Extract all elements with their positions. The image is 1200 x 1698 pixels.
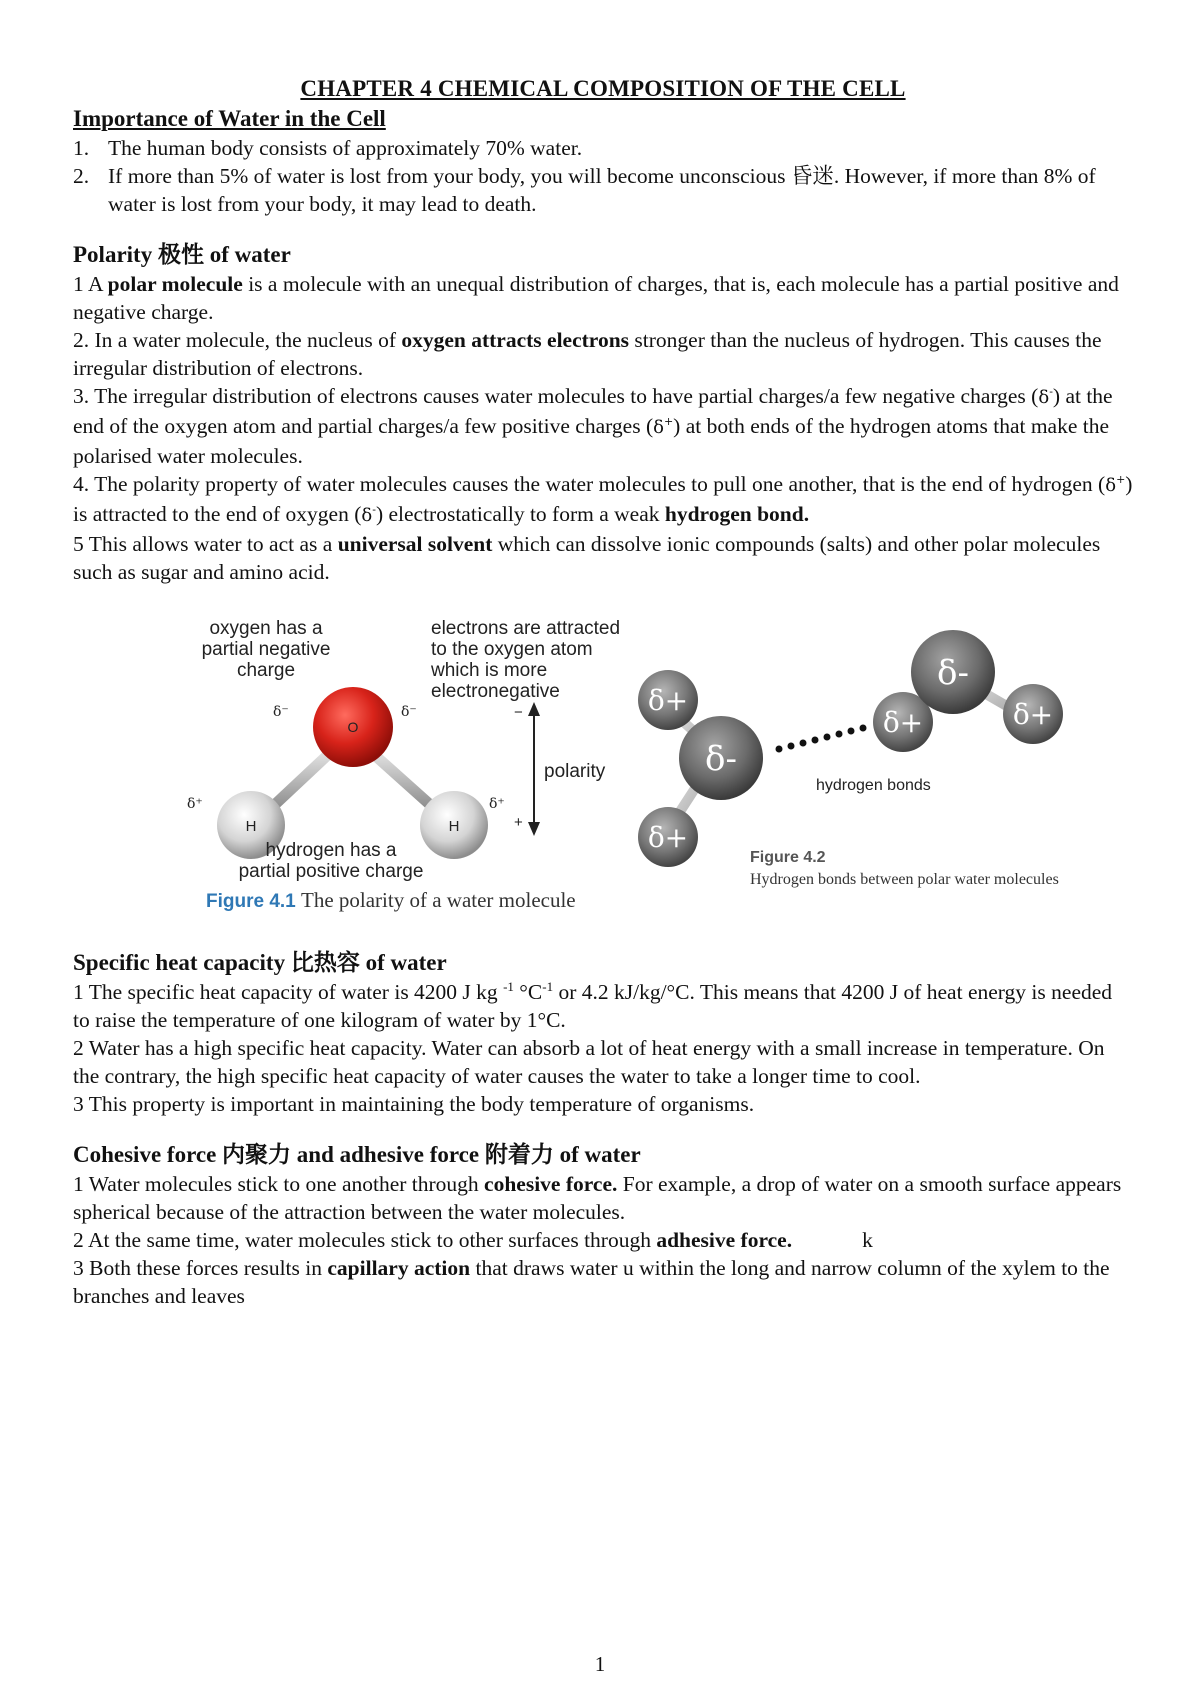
- delta-minus-right: δ⁻: [401, 704, 417, 720]
- polarity-heading: Polarity 极性 of water: [73, 242, 291, 267]
- cohesive-heading: Cohesive force 内聚力 and adhesive force 附着力 of water: [73, 1142, 641, 1167]
- label-oxygen-line2: partial negative: [201, 639, 331, 660]
- polarity-paragraph-5: 5 This allows water to act as a universal solvent which can dissolve ionic compounds (salts) and other polar molecules such as sugar and amino acid.: [73, 532, 1101, 584]
- bond-right: [369, 750, 436, 810]
- delta-minus-m1: δ-: [705, 739, 737, 779]
- heat-heading: Specific heat capacity 比热容 of water: [73, 950, 447, 975]
- importance-list: [73, 134, 1133, 218]
- list-item: [73, 162, 1133, 218]
- label-oxygen-line3: charge: [236, 660, 296, 681]
- delta-plus-right: δ⁺: [489, 796, 505, 812]
- label-electrons-line2: to the oxygen atom: [431, 639, 593, 660]
- label-hydrogen-line1: hydrogen has a: [265, 840, 397, 861]
- polarity-arrow-down: [528, 822, 540, 836]
- heat-paragraph-3: 3 This property is important in maintaining the body temperature of organisms.: [73, 1092, 755, 1116]
- delta-minus-left: δ⁻: [273, 704, 289, 720]
- figures-row: [73, 610, 1133, 940]
- label-electrons-line3: which is more: [431, 660, 548, 681]
- label-electrons-line1: electrons are attracted: [431, 618, 621, 639]
- hydrogen-bonds-label: hydrogen bonds: [816, 777, 931, 794]
- delta-plus-m1-bottom: δ+: [647, 821, 689, 854]
- delta-plus-m1-top: δ+: [647, 684, 689, 717]
- label-oxygen-line1: oxygen has a: [209, 618, 323, 639]
- heat-paragraph-2: 2 Water has a high specific heat capacity. Water can absorb a lot of heat energy with a small increase in temperature. On the contrary, the high specific heat capacity of water causes the water to take a longer time to cool.: [73, 1036, 1105, 1088]
- chapter-title: CHAPTER 4 CHEMICAL COMPOSITION OF THE CELL: [300, 76, 906, 101]
- delta-minus-symbol: δ-: [361, 503, 376, 526]
- figure-hydrogen-bonds: [613, 630, 1133, 930]
- delta-minus-m2: δ-: [937, 653, 969, 693]
- delta-minus-symbol: δ-: [1038, 385, 1053, 408]
- delta-plus-symbol: δ+: [653, 415, 674, 438]
- list-item-number: 2.: [73, 164, 90, 188]
- figure-water-polarity: [121, 610, 651, 920]
- oxygen-atom-label: O: [347, 719, 359, 735]
- polarity-paragraph-2: 2. In a water molecule, the nucleus of oxygen attracts electrons stronger than the nucleus of hydrogen. This causes the irregular distribution of electrons.: [73, 328, 1102, 380]
- list-item-text: The human body consists of approximately 70% water.: [108, 136, 583, 160]
- hydrogen-bond-dots: [776, 725, 867, 753]
- figure2-caption-number: Figure 4.2: [750, 849, 826, 866]
- cohesive-paragraph-2: 2 At the same time, water molecules stick to other surfaces through adhesive force. k: [73, 1228, 873, 1252]
- bond-left: [269, 750, 333, 810]
- delta-plus-symbol: δ+: [1105, 473, 1126, 496]
- polarity-paragraph-4: 4. The polarity property of water molecules causes the water molecules to pull one another, that is the end of hydrogen (δ+) is attracted to the end of oxygen (δ-) electrostatically to form a weak hydrogen bond.: [73, 472, 1133, 526]
- polarity-minus-sign: −: [514, 704, 523, 721]
- figure2-caption-text: Hydrogen bonds between polar water molecules: [750, 871, 1059, 888]
- delta-plus-m2-left: δ+: [882, 706, 924, 739]
- label-electrons-line4: electronegative: [431, 681, 560, 702]
- cohesive-paragraph-1: 1 Water molecules stick to one another through cohesive force. For example, a drop of water on a smooth surface appears spherical because of the attraction between the water molecules.: [73, 1172, 1122, 1224]
- list-item-text: If more than 5% of water is lost from your body, you will become unconscious 昏迷. However, if more than 8% of water is lost from your body, it may lead to death.: [108, 164, 1096, 216]
- figure1-caption-text: The polarity of a water molecule: [301, 888, 576, 912]
- list-item: [73, 134, 1133, 162]
- polarity-paragraph-3: 3. The irregular distribution of electrons causes water molecules to have partial charges/a few negative charges (δ-) at the end of the oxygen atom and partial charges/a few positive charges (δ+) at both ends of the hydrogen atoms that make the polarised water molecules.: [73, 384, 1113, 468]
- list-item-number: 1.: [73, 136, 90, 160]
- importance-heading: Importance of Water in the Cell: [73, 106, 386, 131]
- document-page: [73, 74, 1133, 1310]
- polarity-label: polarity: [544, 761, 606, 782]
- hydrogen-right-label: H: [448, 818, 460, 835]
- heat-paragraph-1: 1 The specific heat capacity of water is 4200 J kg $^{-1}$ $^\circ C^{-1}$ or 4.2 kJ/kg/°C. This means that 4200 J of heat energy is needed to raise the temperature of one kilogram of water by 1°C.: [73, 979, 1113, 1032]
- figure1-caption-number: Figure 4.1: [206, 891, 296, 912]
- delta-plus-m2-right: δ+: [1012, 698, 1054, 731]
- cohesive-paragraph-3: 3 Both these forces results in capillary action that draws water u within the long and narrow column of the xylem to the branches and leaves: [73, 1256, 1110, 1308]
- polarity-arrow-up: [528, 702, 540, 716]
- polarity-paragraph-1: 1 A polar molecule is a molecule with an unequal distribution of charges, that is, each molecule has a partial positive and negative charge.: [73, 272, 1119, 324]
- polarity-plus-sign: +: [514, 814, 523, 831]
- label-hydrogen-line2: partial positive charge: [238, 861, 424, 882]
- hydrogen-left-label: H: [245, 818, 257, 835]
- page-number: 1: [594, 1652, 606, 1676]
- delta-plus-left: δ⁺: [187, 796, 203, 812]
